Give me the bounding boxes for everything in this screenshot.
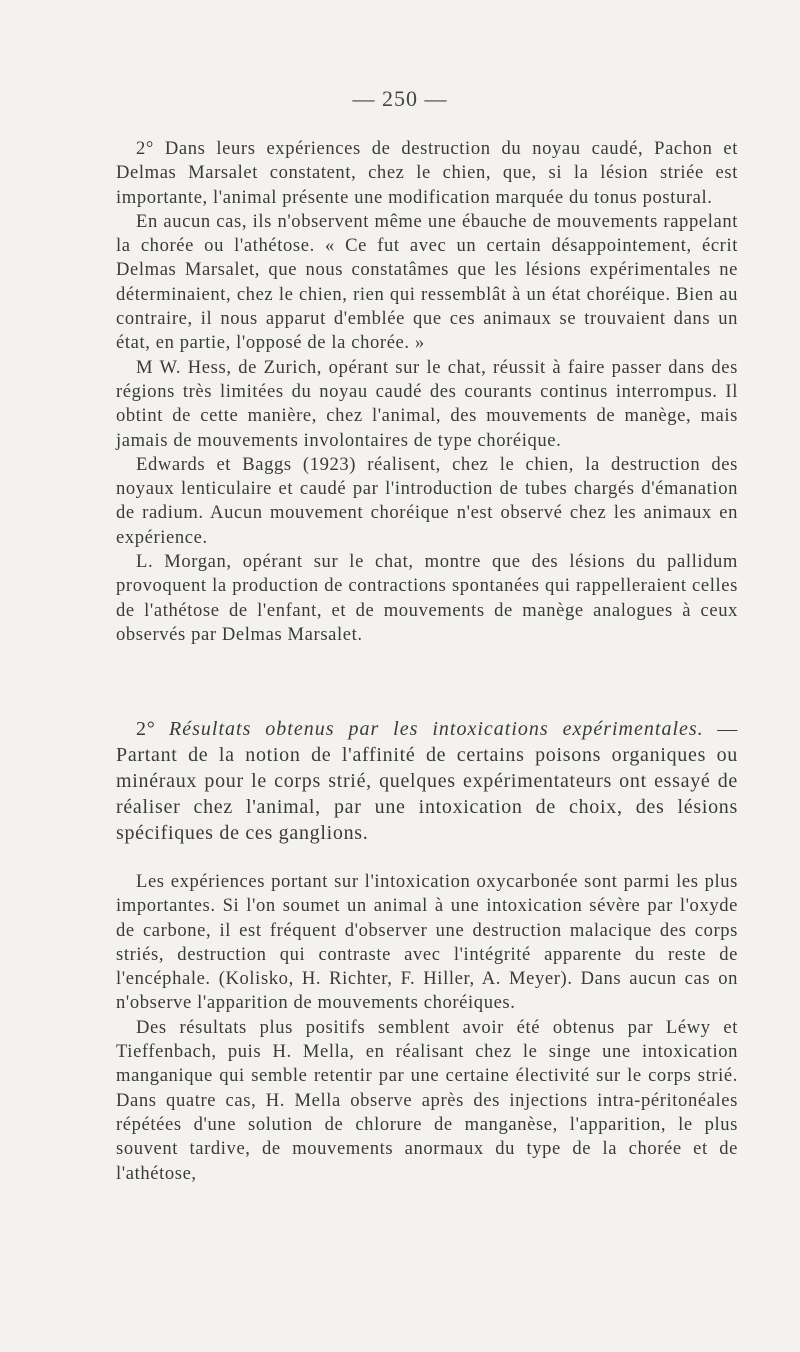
paragraph: Edwards et Baggs (1923) réalisent, chez le chien, la destruction des noyaux lenticulaire et caudé par l'introduction de tubes chargés d'émanation de radium. Aucun mouvement choréique n'est observé chez les animaux en expérience. bbox=[116, 453, 738, 548]
paragraph: Les expériences portant sur l'intoxication oxycarbonée sont parmi les plus importantes. Si l'on soumet un animal à une intoxication sévère par l'oxyde de carbone, il est fréquent d'observer une destruction malacique des corps striés, destruction qui contraste avec l'intégrité apparente du reste de l'encéphale. (Kolisko, H. Richter, F. Hiller, A. Meyer). Dans aucun cas on n'observe l'apparition de mouvements choréiques. bbox=[116, 871, 738, 1014]
body-text-top bbox=[116, 137, 738, 647]
section-text: — Partant de la notion de l'affinité de certains poisons organiques ou minéraux pour le corps strié, quelques expérimentateurs ont essayé de réaliser chez l'animal, par une intoxication de choix, des lésions spécifiques de ces ganglions. bbox=[116, 718, 738, 844]
body-text-bottom bbox=[116, 870, 738, 1186]
paragraph: 2° Dans leurs expériences de destruction du noyau caudé, Pachon et Delmas Marsalet constatent, chez le chien, que, si la lésion striée est importante, l'animal présente une modification marquée du tonus postural. bbox=[116, 138, 738, 208]
paragraph: L. Morgan, opérant sur le chat, montre que des lésions du pallidum provoquent la production de contractions spontanées qui rappelleraient celles de l'athétose de l'enfant, et de mouvements de manège analogues à ceux observés par Delmas Marsalet. bbox=[116, 551, 738, 645]
page-number: — 250 — bbox=[352, 86, 448, 111]
section-number: 2° bbox=[136, 718, 156, 740]
paragraph: En aucun cas, ils n'observent même une ébauche de mouvements rappelant la chorée ou l'athétose. « Ce fut avec un certain désappointement, écrit Delmas Marsalet, que nous constatâmes que les lésions expérimentales ne déterminaient, chez le chien, rien qui ressemblât à un état choréique. Bien au contraire, il nous apparut d'emblée que ces animaux se trouvaient dans un état, en partie, l'opposé de la chorée. » bbox=[116, 210, 738, 354]
paragraph: Des résultats plus positifs semblent avoir été obtenus par Léwy et Tieffenbach, puis H. Mella, en réalisant chez le singe une intoxication manganique qui semble retentir par une certaine électivité sur le corps strié. Dans quatre cas, H. Mella observe après des injections intra-péritonéales répétées d'une solution de chlorure de manganèse, l'apparition, le plus souvent tardive, de mouvements anormaux du type de la chorée et de l'athétose, bbox=[116, 1016, 738, 1184]
paragraph: M W. Hess, de Zurich, opérant sur le chat, réussit à faire passer dans des régions très limitées du noyau caudé des courants continus interrompus. Il obtint de cette manière, chez l'animal, des mouvements de manège, mais jamais de mouvements involontaires de type choréique. bbox=[116, 356, 738, 451]
section-title: Résultats obtenus par les intoxications expérimentales. bbox=[169, 718, 704, 740]
section-heading-block bbox=[116, 716, 738, 846]
